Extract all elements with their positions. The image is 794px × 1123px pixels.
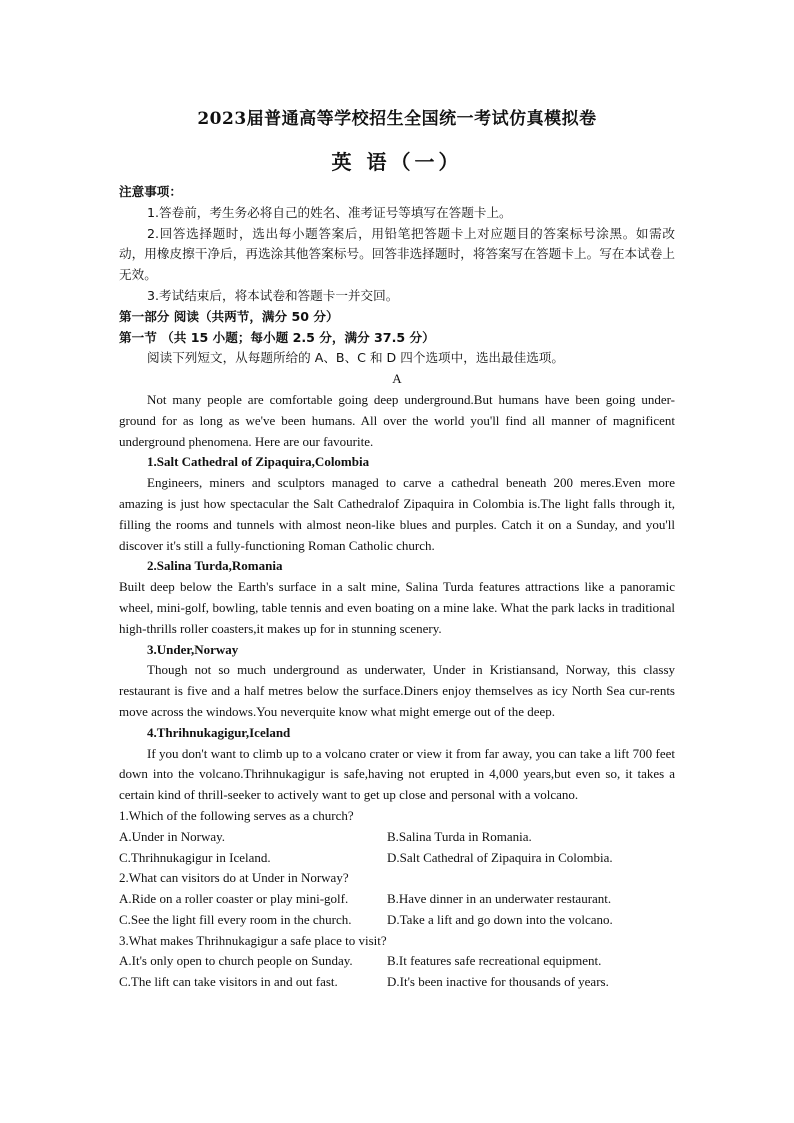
option-c: C.Thrihnukagigur in Iceland. [119, 849, 271, 865]
passage-intro: Not many people are comfortable going deep underground.But humans have been going under-ground for as long as we've been humans. All over the world you'll find all manner of magnificent underground phenomena. Here are our favourite. [119, 391, 675, 449]
part-heading: 第一部分 阅读（共两节，满分 50 分） [119, 308, 339, 324]
passage-letter: A [392, 371, 402, 387]
option-b: B.Have dinner in an underwater restaurant. [387, 891, 612, 907]
option-c: C.See the light fill every room in the church. [119, 911, 352, 927]
question-stem: 3.What makes Thrihnukagigur a safe place to visit? [119, 932, 387, 948]
section-heading: 第一节 （共 15 小题；每小题 2.5 分，满分 37.5 分） [119, 329, 435, 345]
question-options-row [119, 848, 675, 869]
question-stem: 1.Which of the following serves as a church? [119, 807, 354, 823]
place-text: If you don't want to climb up to a volcano crater or view it from far away, you can take a lift 700 feet down into the volcano.Thrihnukagigur is safe,having not erupted in 4,000 years,but even so, it takes a certain kind of thrill-seeker to actively want to get up close and personal with a volcano. [119, 745, 675, 803]
place-text: Engineers, miners and sculptors managed to carve a cathedral beneath 200 meres.Even more amazing is just how spectacular the Salt Cathedralof Zipaquira in Colombia is.The light falls through it, filling the rooms and tunnels with almost neon-like blues and purples. Catch it on a Sunday, and you'll discover it's still a fully-functioning Roman Catholic church. [119, 475, 675, 553]
option-a: A.It's only open to church people on Sunday. [119, 953, 353, 969]
question-options-row [119, 951, 675, 972]
question-stem: 2.What can visitors do at Under in Norway? [119, 870, 349, 886]
place-heading: 4.Thrihnukagigur,Iceland [147, 724, 291, 740]
question-options-row [119, 972, 675, 993]
question-options-row [119, 889, 675, 910]
notice-item: 2.回答选择题时，选出每小题答案后，用铅笔把答题卡上对应题目的答案标号涂黑。如需改动，用橡皮擦干净后，再选涂其他答案标号。回答非选择题时，将答案写在答题卡上。写在本试卷上无效。 [119, 225, 675, 283]
option-d: D.It's been inactive for thousands of years. [387, 974, 609, 990]
exam-body [119, 182, 675, 993]
place-heading: 1.Salt Cathedral of Zipaquira,Colombia [147, 454, 370, 470]
option-d: D.Salt Cathedral of Zipaquira in Colombia. [387, 849, 613, 865]
option-a: A.Under in Norway. [119, 828, 226, 844]
place-heading: 3.Under,Norway [147, 641, 239, 657]
reading-instruction: 阅读下列短文，从每题所给的 A、B、C 和 D 四个选项中，选出最佳选项。 [147, 350, 564, 366]
option-c: C.The lift can take visitors in and out fast. [119, 974, 338, 990]
notice-heading: 注意事项： [119, 184, 182, 199]
option-a: A.Ride on a roller coaster or play mini-golf. [119, 891, 349, 907]
option-b: B.It features safe recreational equipment. [387, 953, 602, 969]
exam-title: 2023届普通高等学校招生全国统一考试仿真模拟卷 [197, 109, 597, 129]
option-b: B.Salina Turda in Romania. [387, 828, 532, 844]
question-options-row [119, 910, 675, 931]
notice-item: 1.答卷前，考生务必将自己的姓名、准考证号等填写在答题卡上。 [147, 204, 512, 220]
place-text: Though not so much underground as underwater, Under in Kristiansand, Norway, this classy restaurant is five and a half metres below the surface.Diners enjoy themselves as icy North Sea cur-rents move across the windows.You neverquite know what might emerge out of the deep. [119, 662, 675, 719]
option-d: D.Take a lift and go down into the volcano. [387, 911, 613, 927]
question-options-row [119, 827, 675, 848]
notice-item: 3.考试结束后，将本试卷和答题卡一并交回。 [147, 287, 399, 303]
exam-subject: 英 语（一） [331, 150, 463, 174]
place-text: Built deep below the Earth's surface in a salt mine, Salina Turda features attractions like a panoramic wheel, mini-golf, bowling, table tennis and even boating on a mine lake. What the park lacks in traditional high-thrills roller coasters,it makes up for in stunning scenery. [119, 579, 675, 636]
place-heading: 2.Salina Turda,Romania [147, 558, 283, 574]
